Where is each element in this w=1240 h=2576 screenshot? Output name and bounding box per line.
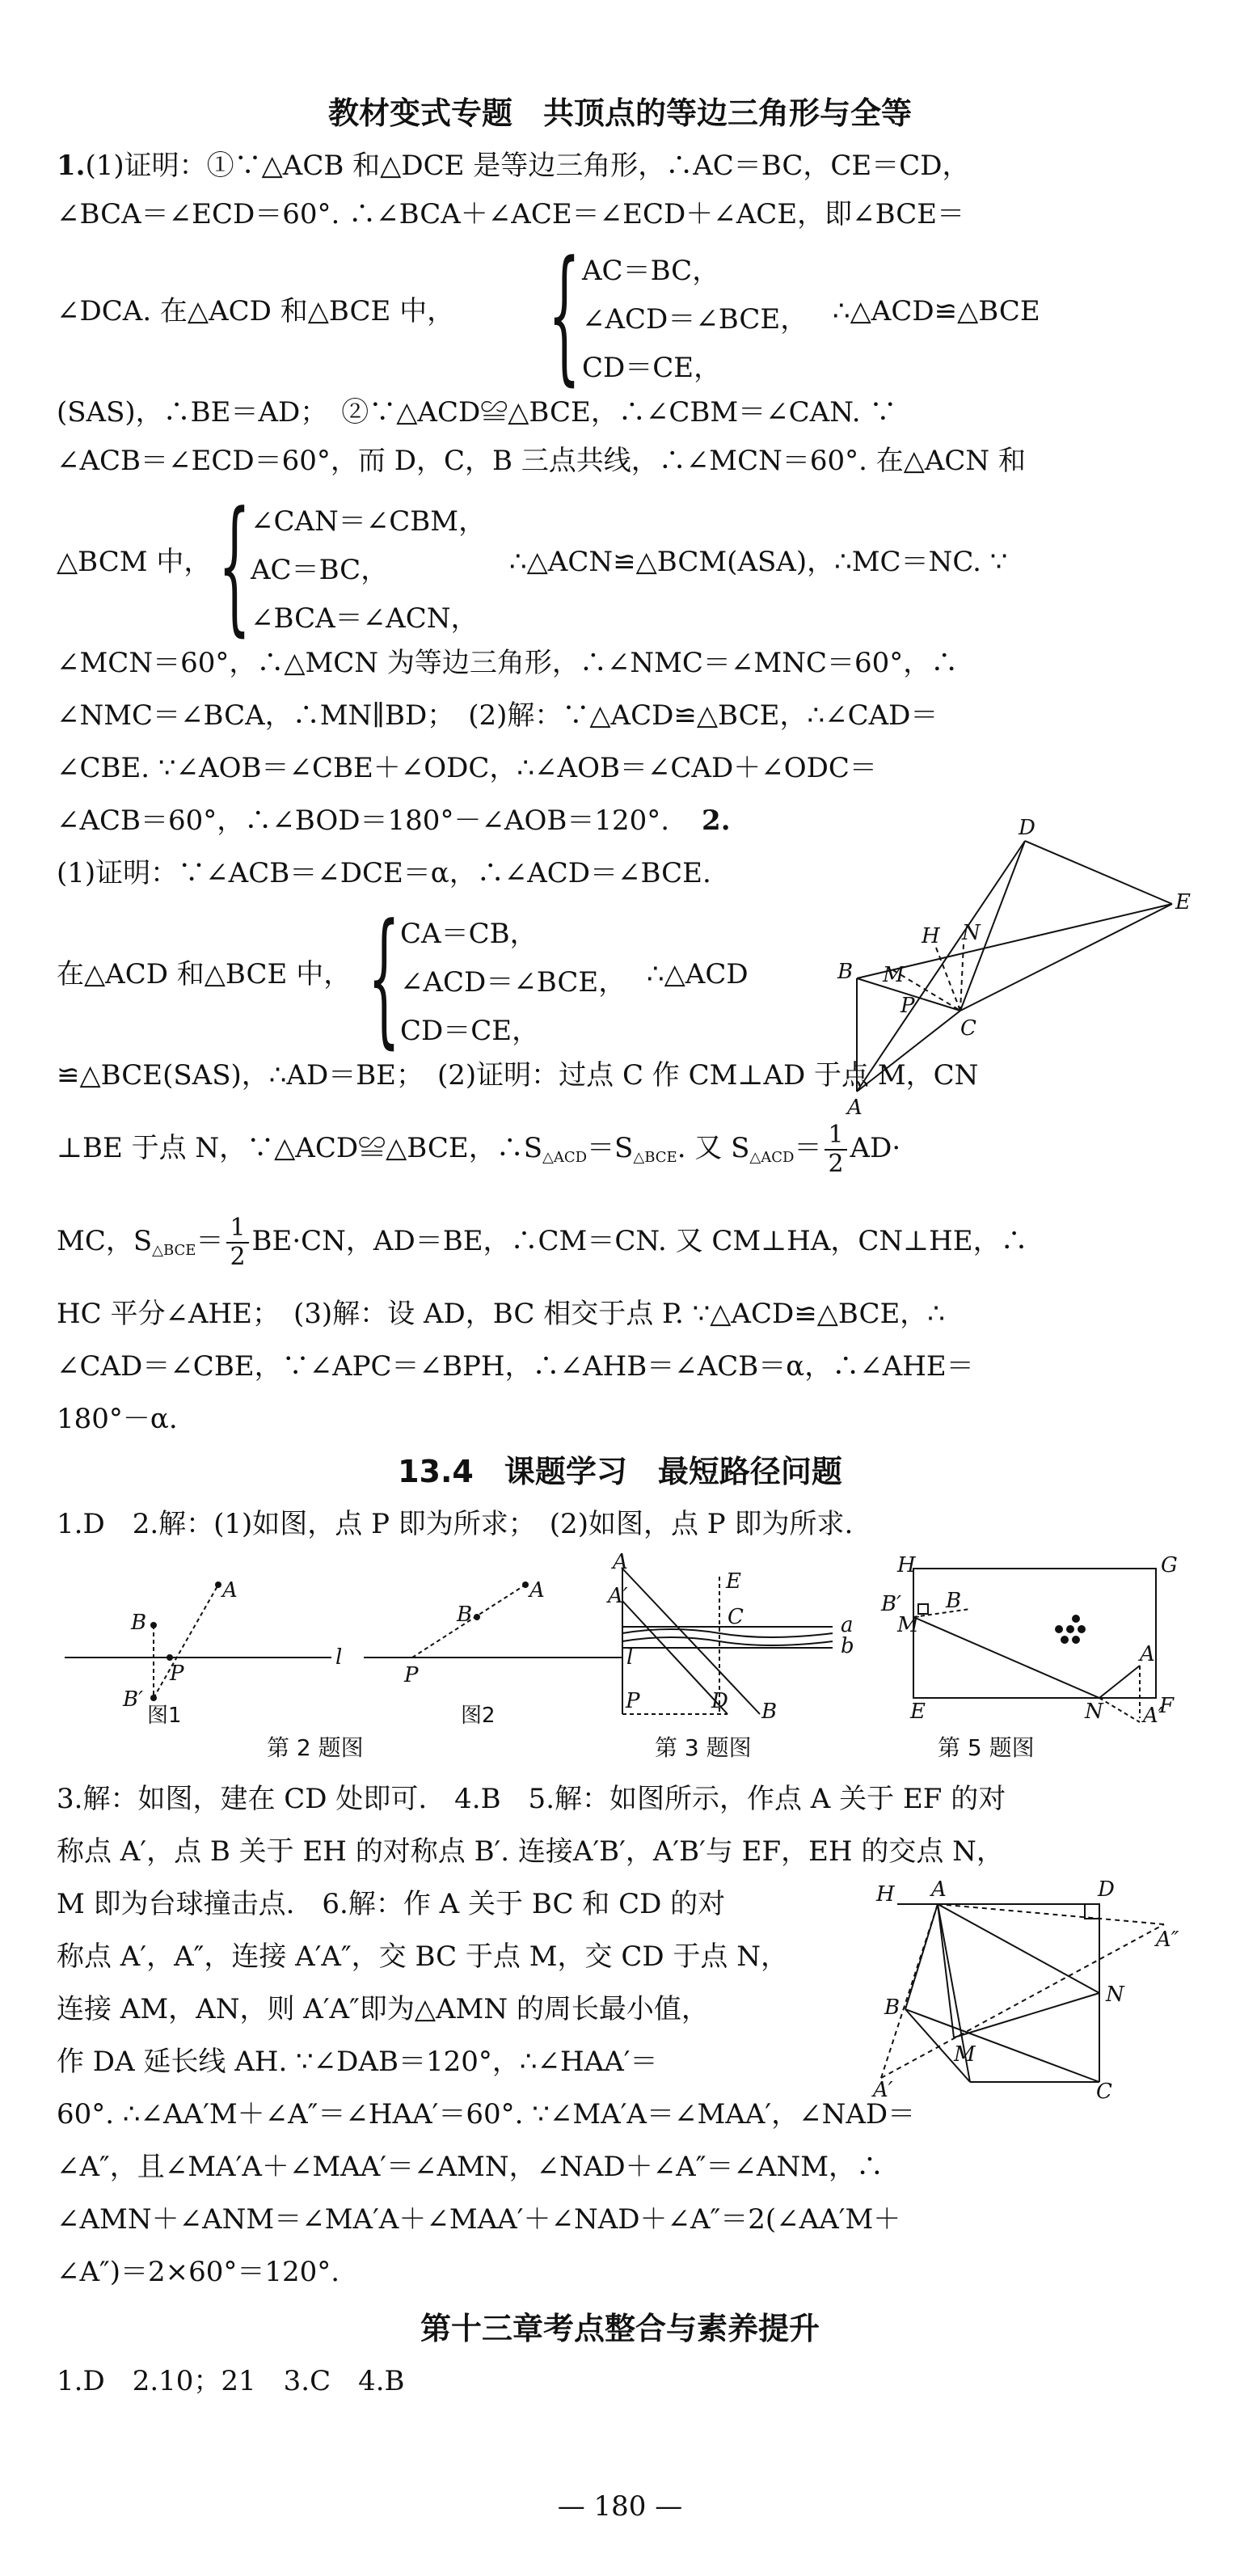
brace-symbol: { <box>218 481 251 650</box>
fig-label: P <box>404 1663 419 1687</box>
fig-label: P <box>170 1662 184 1686</box>
fig-label: b <box>841 1634 854 1658</box>
fig-label: A <box>847 1096 863 1120</box>
text-line: ∠MCN＝60°，∴△MCN 为等边三角形，∴∠NMC＝∠MNC＝60°，∴ <box>57 647 959 679</box>
figure-caption: 图2 <box>461 1704 496 1728</box>
brace-conditions-3 <box>400 910 626 1055</box>
fig-label: N <box>1106 1983 1124 2007</box>
fig-label: A′ <box>873 2078 893 2102</box>
fig-label: l <box>335 1645 343 1670</box>
fig-label: A <box>1140 1642 1155 1666</box>
text-line: ∠NMC＝∠BCA，∴MN∥BD； (2)解：∵△ACD≌△BCE，∴∠CAD＝ <box>57 699 938 732</box>
fig-label: P <box>626 1689 640 1713</box>
page-number: — 180 — <box>557 2490 683 2523</box>
subscript: △BCE <box>633 1149 677 1166</box>
fig-label: E <box>726 1569 741 1594</box>
figure-5 <box>881 1552 1188 1728</box>
condition: AC＝BC， <box>582 255 720 287</box>
fig-label: M <box>883 963 905 987</box>
fig-label: B <box>946 1589 962 1613</box>
condition: AC＝BC， <box>251 554 389 586</box>
fig-label: D <box>711 1689 728 1713</box>
fig-label: A <box>222 1578 238 1603</box>
fig-label: C <box>1096 2080 1112 2104</box>
text-line: M 即为台球撞击点. 6.解：作 A 关于 BC 和 CD 的对 <box>57 1888 726 1920</box>
section-title-2: 13.4 课题学习 最短路径问题 <box>398 1454 842 1489</box>
fig-label: C <box>728 1605 744 1629</box>
text-span: ＝S <box>587 1132 634 1164</box>
fig-label: B <box>837 960 854 984</box>
text-line: ∠AMN＋∠ANM＝∠MA′A＋∠MAA′＋∠NAD＋∠A″＝2(∠AA′M＋ <box>57 2203 901 2236</box>
figure-caption: 第 3 题图 <box>655 1734 752 1761</box>
fig-label: B <box>884 1995 900 2020</box>
fig-label: B <box>761 1700 778 1724</box>
question-number: 2. <box>702 804 731 837</box>
text-line: ∴△ACN≌△BCM(ASA)，∴MC＝NC. ∵ <box>509 546 1008 578</box>
fig-label: M <box>897 1613 919 1637</box>
text-line: ∠DCA. 在△ACD 和△BCE 中， <box>57 295 455 327</box>
fig-label: N <box>1085 1700 1103 1724</box>
text-line: 在△ACD 和△BCE 中， <box>57 958 352 990</box>
text-line: 60°. ∴∠AA′M＋∠A″＝∠HAA′＝60°. ∵∠MA′A＝∠MAA′，∠NAD＝ <box>57 2098 916 2130</box>
figure-caption: 第 5 题图 <box>938 1734 1035 1761</box>
figure-6 <box>873 1872 1188 2104</box>
text-span: ＝ <box>196 1225 224 1257</box>
condition: CD＝CE， <box>582 352 722 384</box>
text-line: ∴△ACD≌△BCE <box>833 295 1040 327</box>
fig-label: E <box>910 1700 926 1724</box>
text-span: ⊥BE 于点 N，∵△ACD≌△BCE，∴S <box>57 1132 543 1164</box>
fig-label: D <box>1019 816 1035 840</box>
text-span: ∠ACB＝60°，∴∠BOD＝180°－∠AOB＝120°. <box>57 804 670 837</box>
text-line: (1)证明：∵∠ACB＝∠DCE＝α，∴∠ACD＝∠BCE. <box>57 857 711 889</box>
fig-label: M <box>954 2042 976 2067</box>
condition: ∠CAN＝∠CBM， <box>251 505 487 538</box>
text-line: △BCM 中， <box>57 546 212 578</box>
condition: CD＝CE， <box>400 1015 540 1047</box>
fraction <box>825 1121 846 1178</box>
fig-label: C <box>960 1016 976 1041</box>
figure-3 <box>606 1552 881 1722</box>
fig-label: G <box>1161 1553 1178 1577</box>
fig-label: E <box>1175 890 1191 914</box>
text-span: . 又 S <box>677 1132 750 1164</box>
fig-label: A′ <box>1143 1704 1163 1728</box>
figure-caption: 图1 <box>147 1704 182 1728</box>
fig-label: F <box>1159 1694 1175 1718</box>
text-line: ≌△BCE(SAS)，∴AD＝BE； (2)证明：过点 C 作 CM⊥AD 于点 M，CN <box>57 1059 979 1092</box>
text-line: 3.解：如图，建在 CD 处即可. 4.B 5.解：如图所示，作点 A 关于 EF 的对 <box>57 1783 1006 1815</box>
section-title-1: 教材变式专题 共顶点的等边三角形与全等 <box>327 95 912 131</box>
text-line: ∠ACB＝∠ECD＝60°，而 D，C，B 三点共线，∴∠MCN＝60°. 在△ACN 和 <box>57 445 1026 477</box>
text-line: ∠CAD＝∠CBE，∵∠APC＝∠BPH，∴∠AHB＝∠ACB＝α，∴∠AHE＝ <box>57 1350 974 1383</box>
text-span: AD· <box>850 1132 901 1164</box>
text-span: MC，S <box>57 1225 153 1257</box>
fig-label: H <box>922 924 940 948</box>
fig-label: N <box>962 921 981 945</box>
text-line: 连接 AM，AN，则 A′A″即为△AMN 的周长最小值， <box>57 1993 709 2025</box>
brace-symbol: { <box>368 893 401 1062</box>
fig-label: l <box>626 1645 634 1670</box>
condition: ∠ACD＝∠BCE， <box>400 966 626 999</box>
fig-label: a <box>841 1613 854 1637</box>
text-line: (SAS)，∴BE＝AD； ②∵△ACD≌△BCE，∴∠CBM＝∠CAN. ∵ <box>57 396 897 429</box>
question-number: 1. <box>57 150 86 182</box>
fig-label: B <box>457 1603 473 1627</box>
denominator: 2 <box>828 1150 844 1178</box>
text-span: ＝ <box>794 1132 822 1164</box>
brace-symbol: { <box>548 230 581 399</box>
text-line: 180°－α. <box>57 1403 178 1435</box>
fig-label: B <box>131 1611 147 1635</box>
condition: ∠BCA＝∠ACN， <box>251 602 479 635</box>
text-line: ∠CBE. ∵∠AOB＝∠CBE＋∠ODC，∴∠AOB＝∠CAD＋∠ODC＝ <box>57 752 877 784</box>
text-line: 1.D 2.解：(1)如图，点 P 即为所求； (2)如图，点 P 即为所求. <box>57 1508 854 1540</box>
subscript: △ACD <box>542 1149 588 1166</box>
text-line <box>57 146 970 186</box>
fig-label: A <box>529 1578 545 1603</box>
fig-label: P <box>900 994 915 1018</box>
brace-conditions-2 <box>251 497 486 643</box>
numerator: 1 <box>226 1214 248 1244</box>
fig-label: B′ <box>123 1687 144 1712</box>
fig-label: A <box>613 1550 628 1574</box>
text-line: ∠BCA＝∠ECD＝60°. ∴∠BCA＋∠ACE＝∠ECD＋∠ACE，即∠BCE＝ <box>57 198 965 230</box>
condition: CA＝CB， <box>400 918 538 950</box>
text-line: 1.D 2.10；21 3.C 4.B <box>57 2365 405 2397</box>
fig-label: D <box>1098 1877 1115 1902</box>
text-line: 作 DA 延长线 AH. ∵∠DAB＝120°，∴∠HAA′＝ <box>57 2046 658 2078</box>
fig-label: H <box>876 1882 895 1907</box>
figure-1 <box>57 1560 348 1728</box>
denominator: 2 <box>230 1243 246 1271</box>
text-line: 称点 A′，A″，连接 A′A″，交 BC 于点 M，交 CD 于点 N， <box>57 1940 788 1973</box>
text-line <box>57 1209 1028 1273</box>
fig-label: A <box>931 1877 947 1902</box>
text-line <box>57 1116 900 1180</box>
text-line: HC 平分∠AHE； (3)解：设 AD，BC 相交于点 P. ∵△ACD≌△BCE，∴ <box>57 1298 945 1330</box>
figure-caption: 第 2 题图 <box>267 1734 364 1761</box>
fig-label: H <box>897 1553 916 1577</box>
text-line: ∴△ACD <box>647 958 749 990</box>
fig-label: A′ <box>608 1584 628 1608</box>
fraction <box>226 1214 248 1271</box>
brace-conditions-1 <box>582 247 808 392</box>
condition: ∠ACD＝∠BCE， <box>582 303 808 336</box>
text-span: BE·CN，AD＝BE，∴CM＝CN. 又 CM⊥HA，CN⊥HE，∴ <box>251 1225 1028 1257</box>
fig-label: B′ <box>881 1592 902 1616</box>
fig-label: A″ <box>1156 1928 1179 1952</box>
text-line <box>57 800 731 841</box>
figure-2 <box>356 1560 647 1728</box>
text-span: (1)证明：①∵△ACB 和△DCE 是等边三角形，∴AC＝BC，CE＝CD， <box>85 150 970 182</box>
subscript: △BCE <box>152 1242 196 1259</box>
subscript: △ACD <box>749 1149 795 1166</box>
section-title-3: 第十三章考点整合与素养提升 <box>420 2311 820 2346</box>
text-line: ∠A″)＝2×60°＝120°. <box>57 2256 340 2288</box>
numerator: 1 <box>825 1121 846 1151</box>
text-line: 称点 A′，点 B 关于 EH 的对称点 B′. 连接A′B′，A′B′与 EF，EH 的交点 N， <box>57 1835 1004 1868</box>
text-line: ∠A″，且∠MA′A＋∠MAA′＝∠AMN，∠NAD＋∠A″＝∠ANM，∴ <box>57 2151 884 2183</box>
